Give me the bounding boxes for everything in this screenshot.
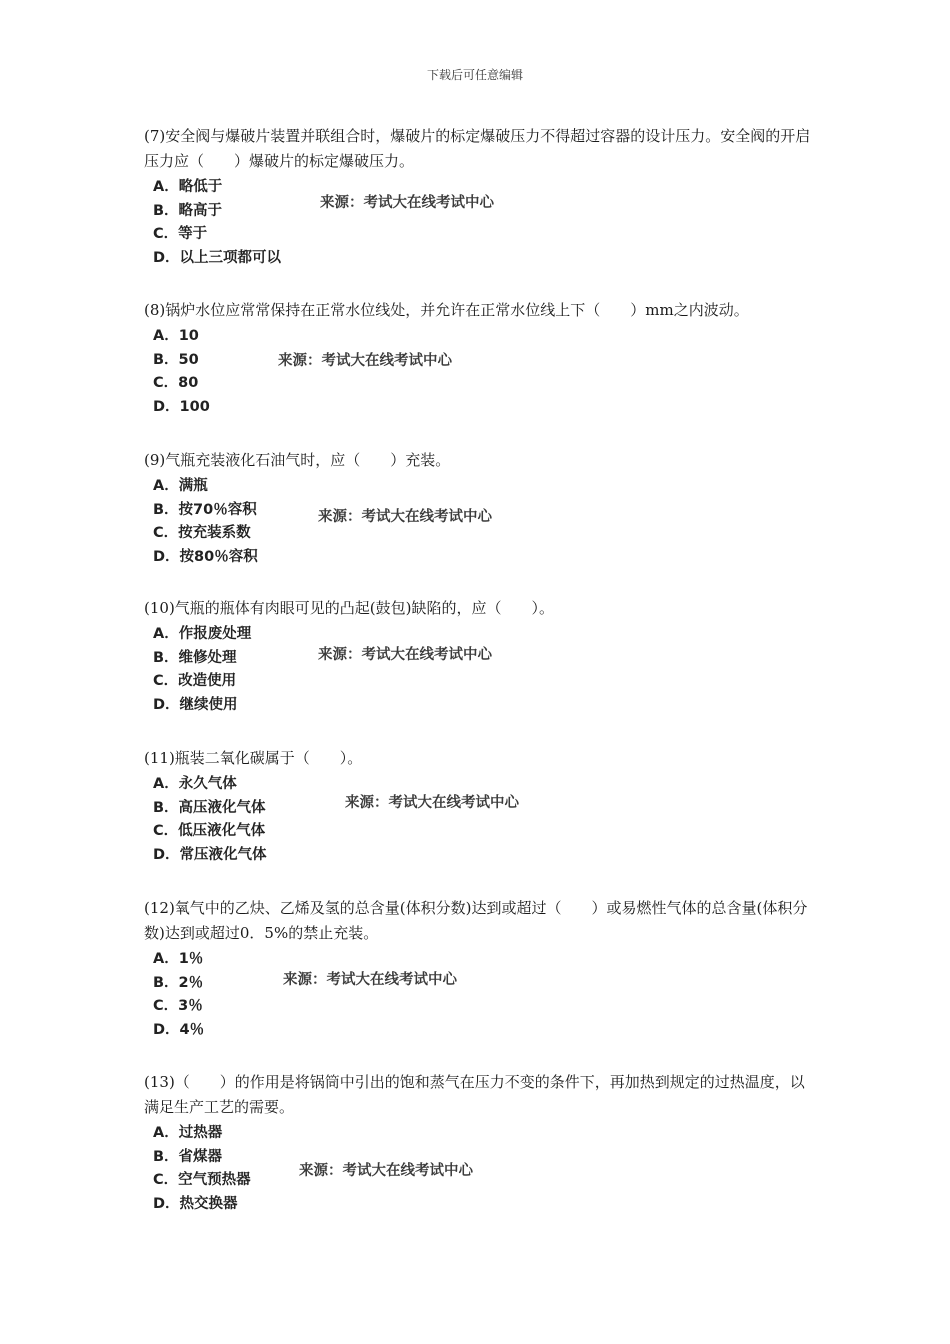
source-label: 来源：考试大在线考试中心 (345, 795, 519, 811)
option-c: C．空气预热器 (153, 1172, 251, 1188)
page-header: 下载后可任意编辑 (426, 68, 523, 82)
option-d: D．按80％容积 (153, 548, 258, 565)
option-d: D．热交换器 (153, 1195, 238, 1212)
option-list (144, 325, 814, 419)
option-list (144, 623, 814, 717)
option-b: B．50 (153, 351, 199, 368)
question-stem: (8)锅炉水位应常常保持在正常水位线处，并允许在正常水位线上下（ ）mm之内波动。 (144, 301, 749, 319)
option-a: A．略低于 (153, 179, 223, 195)
source-label: 来源：考试大在线考试中心 (299, 1163, 473, 1179)
option-a: A．永久气体 (153, 776, 237, 792)
option-c: C．改造使用 (153, 673, 237, 689)
option-a: A．1％ (153, 951, 204, 967)
option-b: B．略高于 (153, 202, 223, 219)
option-d: D．100 (153, 398, 210, 415)
source-label: 来源：考试大在线考试中心 (283, 972, 457, 988)
question-stem: (7)安全阀与爆破片装置并联组合时，爆破片的标定爆破压力不得超过容器的设计压力。安全阀的开启压力应（ ）爆破片的标定爆破压力。 (144, 127, 811, 170)
option-list (144, 773, 814, 867)
option-a: A．作报废处理 (153, 626, 252, 642)
option-b: B．2％ (153, 974, 204, 991)
source-label: 来源：考试大在线考试中心 (320, 195, 494, 211)
option-d: D．常压液化气体 (153, 846, 267, 863)
option-d: D．4％ (153, 1021, 205, 1038)
option-a: A．过热器 (153, 1125, 223, 1141)
option-list (144, 948, 814, 1042)
question-12 (144, 896, 814, 1042)
option-a: A．10 (153, 328, 199, 344)
question-stem: (10)气瓶的瓶体有肉眼可见的凸起(鼓包)缺陷的，应（ ）。 (144, 599, 554, 617)
source-label: 来源：考试大在线考试中心 (278, 353, 452, 369)
option-c: C．3％ (153, 998, 203, 1014)
option-c: C．等于 (153, 226, 208, 242)
option-b: B．省煤器 (153, 1148, 223, 1165)
question-stem: (13)（ ）的作用是将锅筒中引出的饱和蒸气在压力不变的条件下，再加热到规定的过热温度，以满足生产工艺的需要。 (144, 1073, 805, 1116)
option-b: B．高压液化气体 (153, 799, 266, 816)
question-stem: (11)瓶装二氧化碳属于（ ）。 (144, 749, 363, 767)
source-label: 来源：考试大在线考试中心 (318, 509, 492, 525)
option-a: A．满瓶 (153, 478, 208, 494)
source-label: 来源：考试大在线考试中心 (318, 647, 492, 663)
option-b: B．按70％容积 (153, 501, 257, 518)
option-c: C．按充装系数 (153, 525, 251, 541)
question-13 (144, 1070, 814, 1216)
option-d: D．以上三项都可以 (153, 249, 282, 266)
question-stem: (12)氧气中的乙炔、乙烯及氢的总含量(体积分数)达到或超过（ ）或易燃性气体的总含量(体积分数)达到或超过0．5%的禁止充装。 (144, 899, 808, 942)
option-d: D．继续使用 (153, 696, 238, 713)
question-8 (144, 298, 814, 419)
question-stem: (9)气瓶充装液化石油气时，应（ ）充装。 (144, 451, 451, 469)
option-list (144, 1122, 814, 1216)
option-c: C．低压液化气体 (153, 823, 266, 839)
option-c: C．80 (153, 375, 199, 391)
option-b: B．维修处理 (153, 649, 237, 666)
